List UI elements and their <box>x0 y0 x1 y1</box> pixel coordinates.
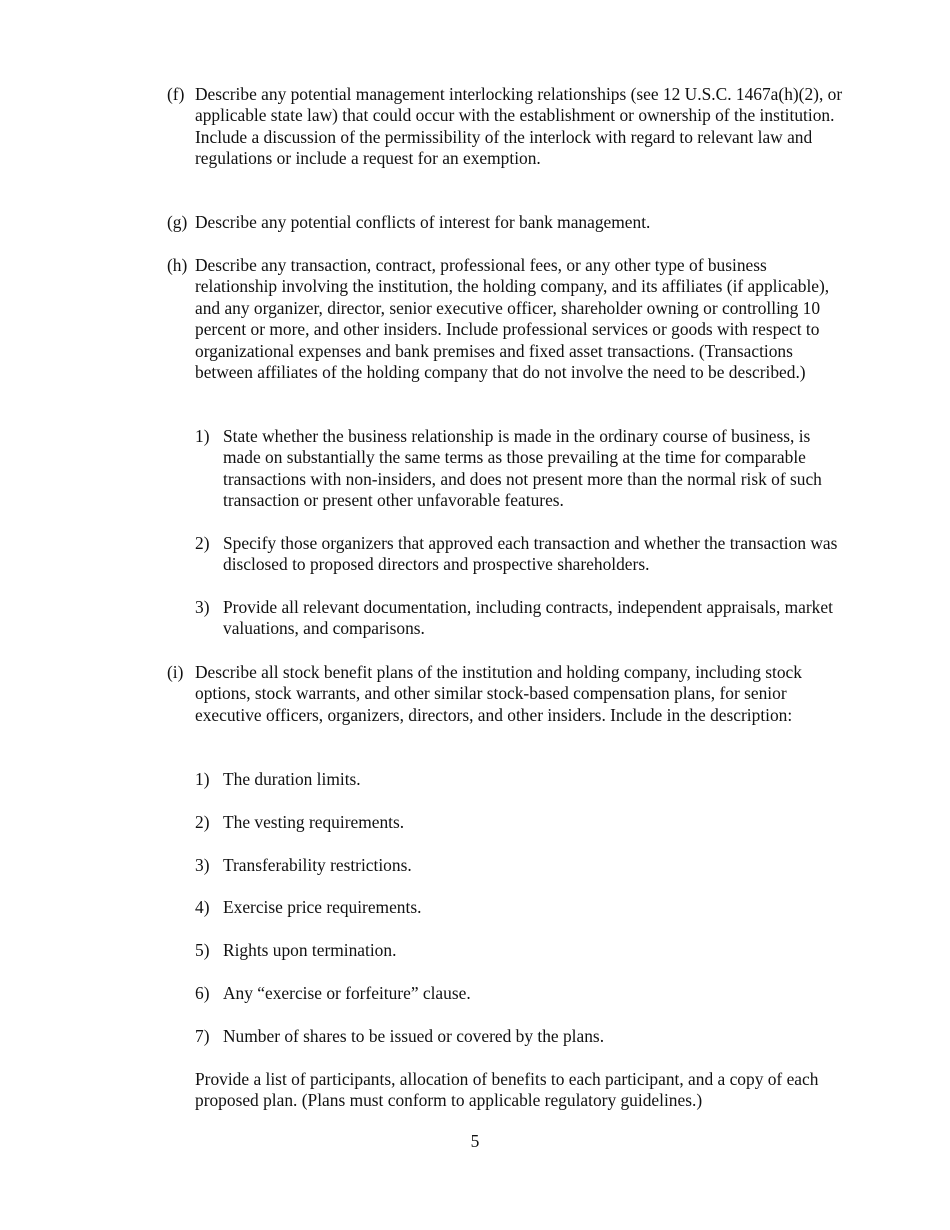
subitem-text: The vesting requirements. <box>223 812 405 832</box>
subitem-label: 3) <box>195 855 210 875</box>
item-h-subitem-1 <box>195 426 845 512</box>
subitem-text: Exercise price requirements. <box>223 897 422 917</box>
item-h-subitem-3 <box>195 597 845 640</box>
subitem-text: The duration limits. <box>223 769 361 789</box>
item-text: Describe all stock benefit plans of the institution and holding company, including stock options, stock warrants, and other similar stock-based compensation plans, for senior executive officers, organizers, directors, and other insiders. Include in the description: <box>195 662 802 725</box>
item-g <box>167 212 847 233</box>
subitem-label: 7) <box>195 1026 210 1046</box>
item-i-subitem-6 <box>195 983 845 1004</box>
item-label: (i) <box>167 662 184 682</box>
subitem-label: 6) <box>195 983 210 1003</box>
item-text: Describe any transaction, contract, professional fees, or any other type of business relationship involving the institution, the holding company, and its affiliates (if applicable), and any organizer, director, senior executive officer, shareholder owning or controlling 10 percent or more, and other insiders. Include professional services or goods with respect to organizational expenses and bank premises and fixed asset transactions. (Transactions between affiliates of the holding company that do not involve the need to be described.) <box>195 255 830 383</box>
subitem-label: 4) <box>195 897 210 917</box>
item-f <box>167 84 847 170</box>
subitem-text: Provide all relevant documentation, including contracts, independent appraisals, market valuations, and comparisons. <box>223 597 833 639</box>
subitem-label: 5) <box>195 940 210 960</box>
item-h-subitem-2 <box>195 533 845 576</box>
item-label: (g) <box>167 212 188 232</box>
subitem-text: Specify those organizers that approved each transaction and whether the transaction was disclosed to proposed directors and prospective shareholders. <box>223 533 838 575</box>
subitem-label: 2) <box>195 533 210 553</box>
item-text: Describe any potential management interlocking relationships (see 12 U.S.C. 1467a(h)(2), or applicable state law) that could occur with the establishment or ownership of the institution. Include a discussion of the permissibility of the interlock with regard to relevant law and regulations or include a request for an exemption. <box>195 84 843 169</box>
item-h <box>167 255 847 383</box>
subitem-text: Rights upon termination. <box>223 940 397 960</box>
item-i-subitem-4 <box>195 897 845 918</box>
item-i <box>167 662 847 726</box>
item-i-subitem-1 <box>195 769 845 790</box>
page-number: 5 <box>470 1131 480 1151</box>
item-i-subitem-2 <box>195 812 845 833</box>
subitem-label: 1) <box>195 426 210 446</box>
subitem-label: 3) <box>195 597 210 617</box>
item-i-subitem-7 <box>195 1026 845 1047</box>
subitem-text: Transferability restrictions. <box>223 855 412 875</box>
item-text: Describe any potential conflicts of interest for bank management. <box>195 212 651 232</box>
subitem-label: 1) <box>195 769 210 789</box>
item-i-subitem-5 <box>195 940 845 961</box>
subitem-text: Any “exercise or forfeiture” clause. <box>223 983 471 1003</box>
item-i-subitem-3 <box>195 855 845 876</box>
subitem-text: Number of shares to be issued or covered by the plans. <box>223 1026 605 1046</box>
closing-paragraph: Provide a list of participants, allocation of benefits to each participant, and a copy of each proposed plan. (Plans must conform to applicable regulatory guidelines.) <box>195 1069 819 1111</box>
subitem-label: 2) <box>195 812 210 832</box>
item-label: (f) <box>167 84 185 104</box>
item-label: (h) <box>167 255 188 275</box>
subitem-text: State whether the business relationship is made in the ordinary course of business, is made on substantially the same terms as those prevailing at the time for comparable transactions with non-insiders, and does not present more than the normal risk of such transaction or present other unfavorable features. <box>223 426 822 511</box>
